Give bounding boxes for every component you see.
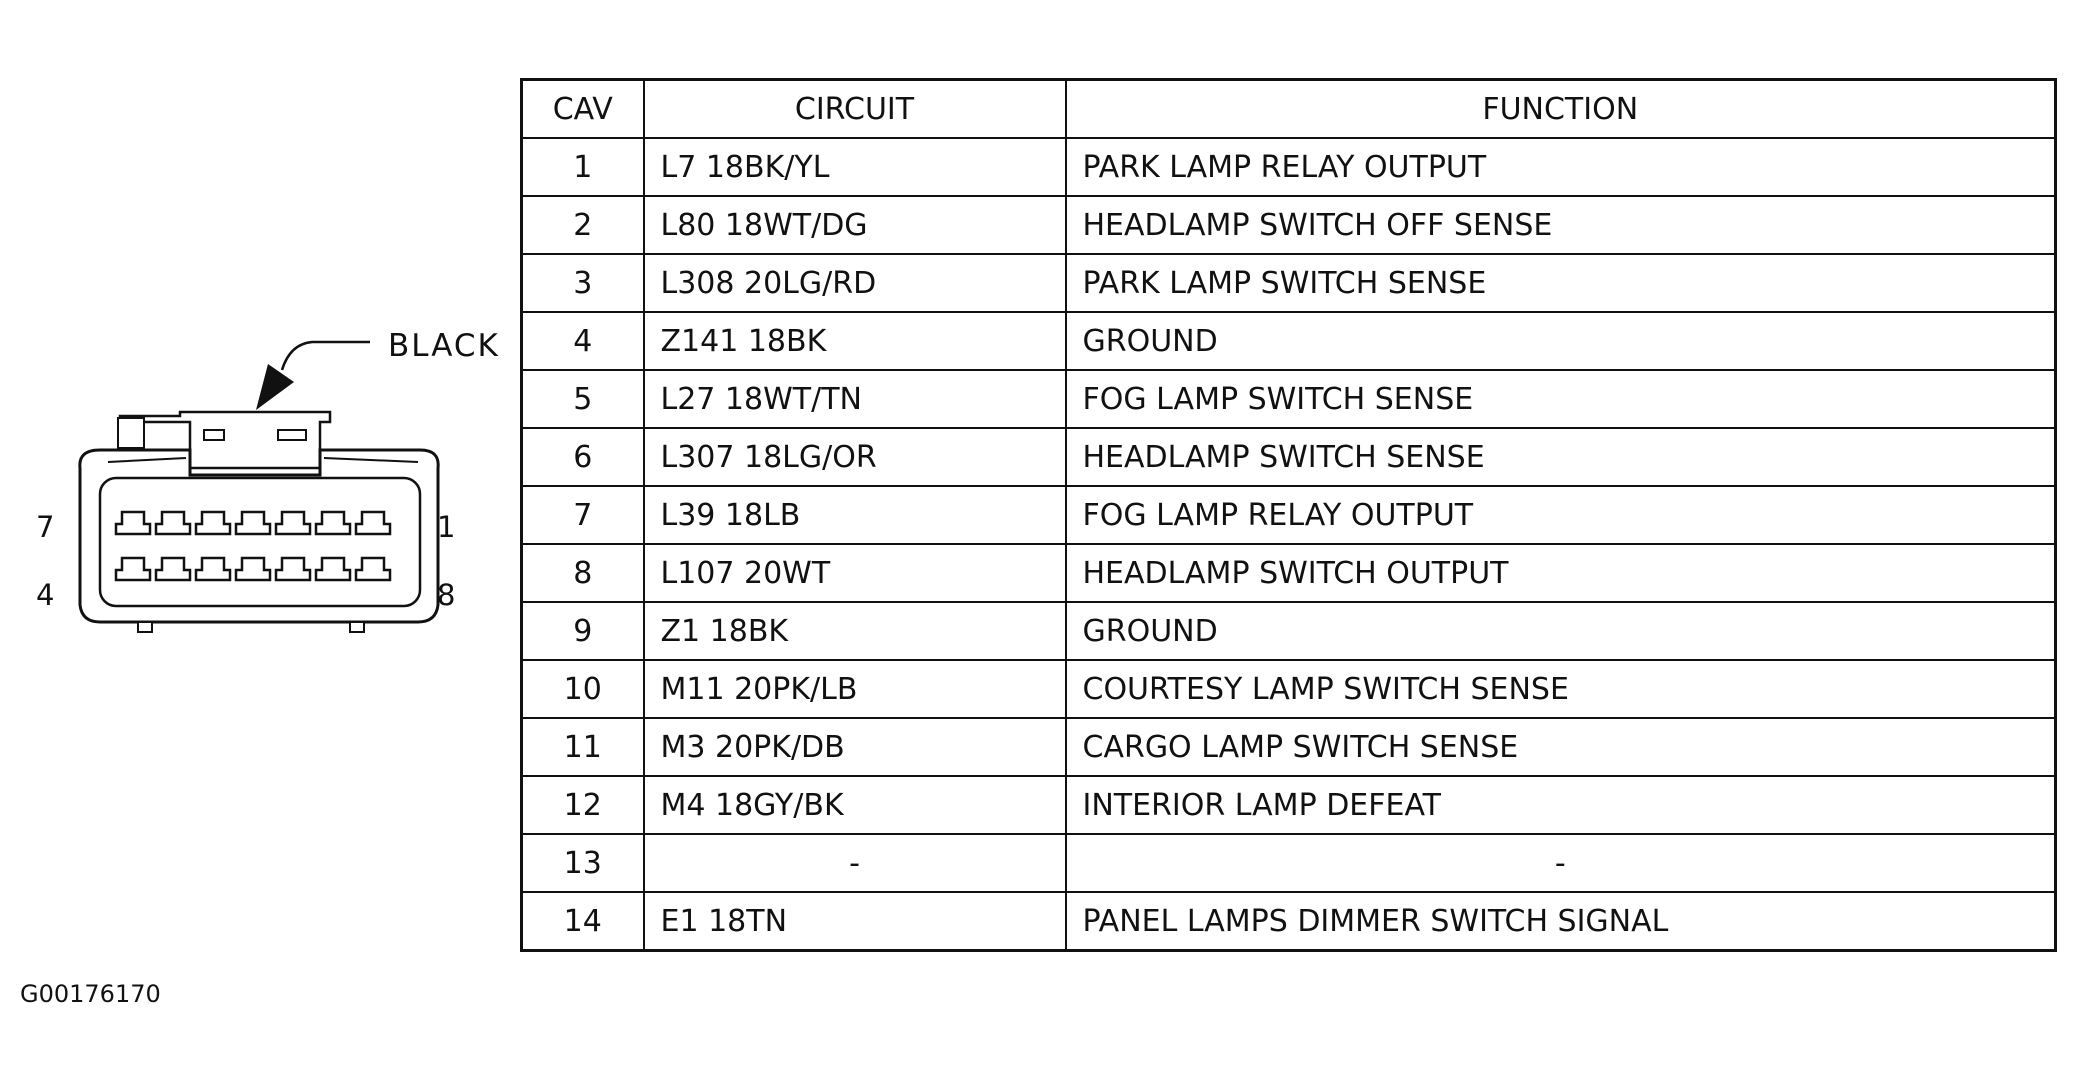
- cell-function: GROUND: [1066, 312, 2056, 370]
- cell-circuit: L307 18LG/OR: [644, 428, 1066, 486]
- cell-circuit: M4 18GY/BK: [644, 776, 1066, 834]
- cell-cav: 9: [522, 602, 644, 660]
- cell-cav: 2: [522, 196, 644, 254]
- cell-circuit: L308 20LG/RD: [644, 254, 1066, 312]
- cell-circuit: L80 18WT/DG: [644, 196, 1066, 254]
- cell-cav: 1: [522, 138, 644, 196]
- cell-circuit: -: [644, 834, 1066, 892]
- table-row: [522, 834, 2056, 892]
- connector-body: [80, 450, 438, 622]
- cell-function: PANEL LAMPS DIMMER SWITCH SIGNAL: [1066, 892, 2056, 951]
- table-header-row: [522, 80, 2056, 139]
- cell-function: PARK LAMP RELAY OUTPUT: [1066, 138, 2056, 196]
- cell-circuit: L7 18BK/YL: [644, 138, 1066, 196]
- cell-circuit: E1 18TN: [644, 892, 1066, 951]
- cell-function: FOG LAMP SWITCH SENSE: [1066, 370, 2056, 428]
- cell-circuit: M11 20PK/LB: [644, 660, 1066, 718]
- cell-function: CARGO LAMP SWITCH SENSE: [1066, 718, 2056, 776]
- cell-cav: 5: [522, 370, 644, 428]
- connector-color-label: BLACK: [388, 328, 500, 364]
- table-row: [522, 254, 2056, 312]
- cell-function: PARK LAMP SWITCH SENSE: [1066, 254, 2056, 312]
- cell-cav: 10: [522, 660, 644, 718]
- header-function: FUNCTION: [1066, 80, 2056, 139]
- cell-cav: 6: [522, 428, 644, 486]
- cell-function: COURTESY LAMP SWITCH SENSE: [1066, 660, 2056, 718]
- pin-label-bottom-left: 4: [36, 578, 55, 612]
- table-row: [522, 196, 2056, 254]
- cell-cav: 3: [522, 254, 644, 312]
- table-row: [522, 428, 2056, 486]
- cell-function: INTERIOR LAMP DEFEAT: [1066, 776, 2056, 834]
- table-row: [522, 602, 2056, 660]
- table-row: [522, 370, 2056, 428]
- cell-function: GROUND: [1066, 602, 2056, 660]
- cell-function: FOG LAMP RELAY OUTPUT: [1066, 486, 2056, 544]
- leader-arrow: [256, 364, 294, 410]
- header-circuit: CIRCUIT: [644, 80, 1066, 139]
- table-row: [522, 544, 2056, 602]
- table-row: [522, 718, 2056, 776]
- cell-circuit: Z1 18BK: [644, 602, 1066, 660]
- cell-circuit: Z141 18BK: [644, 312, 1066, 370]
- cell-function: HEADLAMP SWITCH OUTPUT: [1066, 544, 2056, 602]
- header-cav: CAV: [522, 80, 644, 139]
- cell-cav: 12: [522, 776, 644, 834]
- cell-cav: 4: [522, 312, 644, 370]
- cell-function: HEADLAMP SWITCH SENSE: [1066, 428, 2056, 486]
- cell-cav: 13: [522, 834, 644, 892]
- cell-function: HEADLAMP SWITCH OFF SENSE: [1066, 196, 2056, 254]
- cell-cav: 7: [522, 486, 644, 544]
- leader-line: [282, 342, 370, 370]
- table-body: [522, 138, 2056, 951]
- cell-circuit: M3 20PK/DB: [644, 718, 1066, 776]
- figure-code: G00176170: [20, 980, 161, 1008]
- cell-cav: 14: [522, 892, 644, 951]
- pin-label-bottom-right: 8: [437, 578, 456, 612]
- cell-function: -: [1066, 834, 2056, 892]
- table-row: [522, 486, 2056, 544]
- cell-circuit: L107 20WT: [644, 544, 1066, 602]
- pinout-table: [520, 78, 2057, 952]
- table-row: [522, 138, 2056, 196]
- pin-label-top-right: 1: [437, 510, 456, 544]
- table-row: [522, 776, 2056, 834]
- table-row: [522, 660, 2056, 718]
- cell-circuit: L39 18LB: [644, 486, 1066, 544]
- cell-circuit: L27 18WT/TN: [644, 370, 1066, 428]
- cell-cav: 11: [522, 718, 644, 776]
- pin-label-top-left: 7: [36, 510, 55, 544]
- table-row: [522, 892, 2056, 951]
- cell-cav: 8: [522, 544, 644, 602]
- table-row: [522, 312, 2056, 370]
